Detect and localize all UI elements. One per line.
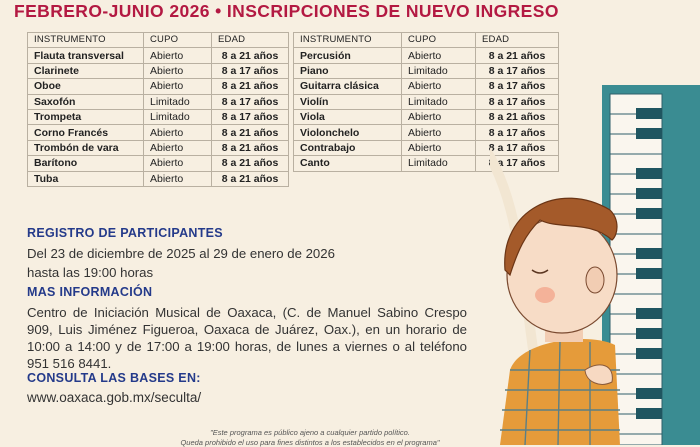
- cupo-status: Abierto: [144, 156, 212, 171]
- instrument-name: Violonchelo: [294, 125, 402, 140]
- column-header-instrumento: INSTRUMENTO: [294, 33, 402, 48]
- cupo-status: Limitado: [402, 156, 476, 171]
- age-range: 8 a 21 años: [212, 140, 289, 155]
- instrument-table-left: [27, 32, 289, 187]
- age-range: 8 a 21 años: [212, 171, 289, 186]
- instrument-name: Percusión: [294, 48, 402, 63]
- table-row: [28, 156, 289, 171]
- instrument-name: Barítono: [28, 156, 144, 171]
- instrument-name: Piano: [294, 63, 402, 78]
- instrument-name: Saxofón: [28, 94, 144, 109]
- table-row: [28, 109, 289, 124]
- instrument-name: Corno Francés: [28, 125, 144, 140]
- table-row: [294, 48, 559, 63]
- cupo-status: Abierto: [144, 125, 212, 140]
- cupo-status: Abierto: [144, 79, 212, 94]
- info-text: Centro de Iniciación Musical de Oaxaca, (C. de Manuel Sabino Crespo 909, Luis Jiménez Figueroa, Oaxaca de Juárez, Oax.), en un horario de 10:00 a 14:00 y de 17:00 a 19:00 horas, de lunes a viernes o al teléfono 951 516 8441.: [27, 305, 467, 371]
- column-header-cupo: CUPO: [144, 33, 212, 48]
- instrument-name: Flauta transversal: [28, 48, 144, 63]
- age-range: 8 a 17 años: [212, 109, 289, 124]
- age-range: 8 a 21 años: [476, 109, 559, 124]
- table-row: [28, 94, 289, 109]
- child-with-piano-illustration: [490, 70, 700, 445]
- instrument-name: Contrabajo: [294, 140, 402, 155]
- cupo-status: Abierto: [402, 125, 476, 140]
- instrument-name: Viola: [294, 109, 402, 124]
- age-range: 8 a 17 años: [476, 125, 559, 140]
- age-range: 8 a 21 años: [212, 48, 289, 63]
- instrument-name: Violín: [294, 94, 402, 109]
- footer-disclaimer-1: "Este programa es público ajeno a cualquier partido político.: [210, 428, 410, 437]
- registro-dates: Del 23 de diciembre de 2025 al 29 de enero de 2026: [27, 246, 335, 261]
- registro-title: REGISTRO DE PARTICIPANTES: [27, 226, 223, 240]
- table-row: [28, 48, 289, 63]
- instrument-name: Guitarra clásica: [294, 79, 402, 94]
- instrument-name: Trompeta: [28, 109, 144, 124]
- bases-url[interactable]: www.oaxaca.gob.mx/seculta/: [27, 390, 202, 405]
- age-range: 8 a 17 años: [476, 156, 559, 171]
- age-range: 8 a 21 años: [476, 48, 559, 63]
- column-header-edad: EDAD: [476, 33, 559, 48]
- cupo-status: Abierto: [144, 63, 212, 78]
- instrument-name: Canto: [294, 156, 402, 171]
- table-row: [28, 79, 289, 94]
- cupo-status: Limitado: [402, 63, 476, 78]
- cupo-status: Abierto: [144, 171, 212, 186]
- cupo-status: Abierto: [402, 109, 476, 124]
- instrument-name: Clarinete: [28, 63, 144, 78]
- cupo-status: Abierto: [402, 140, 476, 155]
- registro-hours: hasta las 19:00 horas: [27, 265, 154, 280]
- footer-disclaimer-2: Queda prohibido el uso para fines distintos a los establecidos en el programa": [180, 438, 440, 447]
- column-header-instrumento: INSTRUMENTO: [28, 33, 144, 48]
- page-header: FEBRERO-JUNIO 2026 • INSCRIPCIONES DE NUEVO INGRESO: [14, 1, 559, 21]
- cupo-status: Limitado: [144, 94, 212, 109]
- instrument-name: Trombón de vara: [28, 140, 144, 155]
- age-range: 8 a 17 años: [212, 63, 289, 78]
- cupo-status: Abierto: [144, 140, 212, 155]
- age-range: 8 a 17 años: [212, 94, 289, 109]
- cupo-status: Limitado: [402, 94, 476, 109]
- age-range: 8 a 21 años: [212, 79, 289, 94]
- instrument-name: Tuba: [28, 171, 144, 186]
- info-title: MAS INFORMACIÓN: [27, 285, 153, 299]
- table-row: [28, 171, 289, 186]
- age-range: 8 a 21 años: [212, 156, 289, 171]
- table-row: [28, 63, 289, 78]
- age-range: 8 a 17 años: [476, 140, 559, 155]
- table-row: [28, 140, 289, 155]
- bases-title: CONSULTA LAS BASES EN:: [27, 371, 201, 385]
- age-range: 8 a 17 años: [476, 79, 559, 94]
- cupo-status: Abierto: [402, 48, 476, 63]
- table-row: [28, 125, 289, 140]
- cupo-status: Abierto: [402, 79, 476, 94]
- age-range: 8 a 21 años: [212, 125, 289, 140]
- age-range: 8 a 17 años: [476, 94, 559, 109]
- column-header-cupo: CUPO: [402, 33, 476, 48]
- cupo-status: Abierto: [144, 48, 212, 63]
- age-range: 8 a 17 años: [476, 63, 559, 78]
- column-header-edad: EDAD: [212, 33, 289, 48]
- instrument-name: Oboe: [28, 79, 144, 94]
- cupo-status: Limitado: [144, 109, 212, 124]
